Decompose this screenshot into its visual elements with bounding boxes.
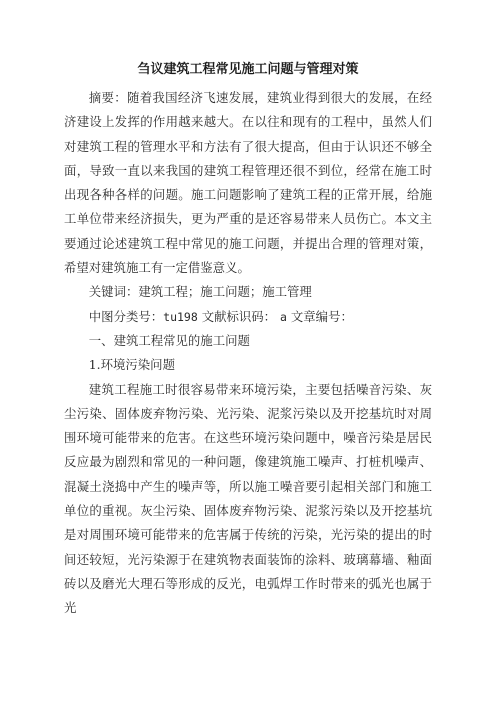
classification-code: tu198 [163,309,198,324]
classification-prefix: 中图分类号： [88,308,164,324]
article-number-label: 文章编号： [290,308,353,324]
document-id-letter: a [280,309,287,324]
section-heading: 一、建筑工程常见的施工问题 [88,332,250,348]
document-page [64,60,432,621]
classification-line [64,305,432,329]
document-id-label: 文献标识码： [201,308,277,324]
subsection-heading: 1.环境污染问题 [88,357,175,373]
document-title: 刍议建筑工程常见施工问题与管理对策 [137,62,359,77]
body-paragraph: 建筑工程施工时很容易带来环境污染，主要包括噪音污染、灰尘污染、固体废弃物污染、光污染、泥浆污染以及开挖基坑时对周围环境可能带来的危害。在这些环境污染问题中，噪音污染是居民反应最为剧烈和常见的一种问题，像建筑施工噪声、打桩机噪声、混凝土浇捣中产生的噪声等，所以施工噪音要引起相关部门和施工单位的重视。灰尘污染、固体废弃物污染、泥浆污染以及开挖基坑是对周围环境可能带来的危害属于传统的污染，光污染的提出的时间还较短，光污染源于在建筑物表面装饰的涂料、玻璃幕墙、釉面砖以及磨光大理石等形成的反光，电弧焊工作时带来的弧光也属于光 [64,381,432,616]
abstract-paragraph: 摘要：随着我国经济飞速发展，建筑业得到很大的发展，在经济建设上发挥的作用越来越大。在以往和现有的工程中，虽然人们对建筑工程的管理水平和方法有了很大提高，但由于认识还不够全面，导致一直以来我国的建筑工程管理还很不到位，经常在施工时出现各种各样的问题。施工问题影响了建筑工程的正常开展，给施工单位带来经济损失，更为严重的是还容易带来人员伤亡。本文主要通过论述建筑工程中常见的施工问题，并提出合理的管理对策，希望对建筑施工有一定借鉴意义。 [64,90,432,276]
keywords-line: 关键词：建筑工程；施工问题；施工管理 [88,284,312,300]
